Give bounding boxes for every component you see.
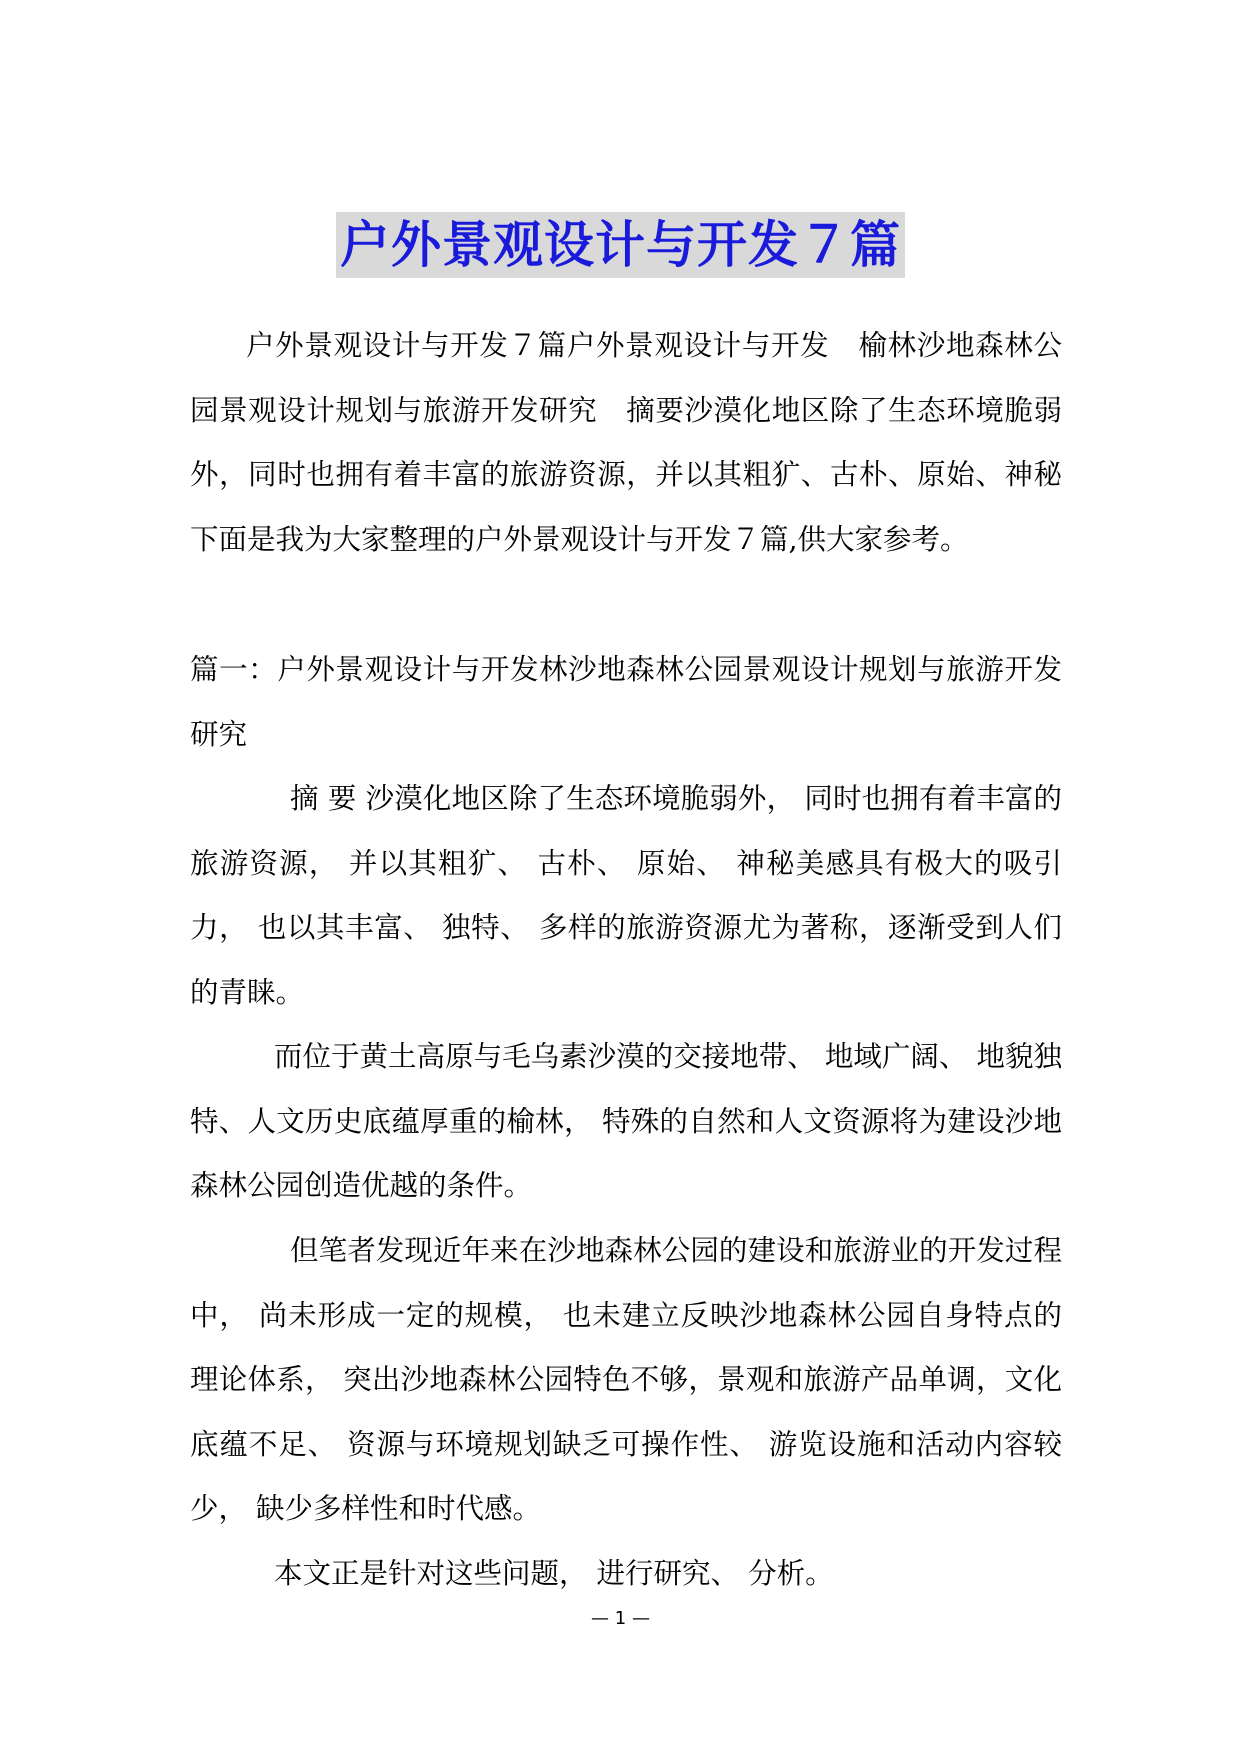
document-title: 户外景观设计与开发７篇 [336, 212, 905, 278]
body-paragraph-purpose: 本文正是针对这些问题， 进行研究、 分析。 [274, 1557, 834, 1590]
section-heading: 篇一：户外景观设计与开发林沙地森林公园景观设计规划与旅游开发研究 [190, 653, 1062, 751]
body-paragraph-problems: 但笔者发现近年来在沙地森林公园的建设和旅游业的开发过程中， 尚未形成一定的规模， 也未建立反映沙地森林公园自身特点的理论体系， 突出沙地森林公园特色不够，景观和旅游产品单调，文化底蕴不足、 资源与环境规划缺乏可操作性、 游览设施和活动内容较少， 缺少多样性和时代感。 [190, 1234, 1062, 1525]
page-number: — 1 — [591, 1608, 650, 1629]
intro-paragraph: 户外景观设计与开发７篇户外景观设计与开发 榆林沙地森林公园景观设计规划与旅游开发研究 摘要沙漠化地区除了生态环境脆弱外，同时也拥有着丰富的旅游资源，并以其粗犷、古朴、原始、神秘下面是我为大家整理的户外景观设计与开发７篇,供大家参考。 [190, 329, 1062, 556]
title-container [0, 212, 1241, 278]
body-paragraph-location: 而位于黄土高原与毛乌素沙漠的交接地带、 地域广阔、 地貌独特、人文历史底蕴厚重的榆林， 特殊的自然和人文资源将为建设沙地森林公园创造优越的条件。 [190, 1040, 1062, 1202]
abstract-paragraph: 摘 要 沙漠化地区除了生态环境脆弱外， 同时也拥有着丰富的旅游资源， 并以其粗犷、 古朴、 原始、 神秘美感具有极大的吸引力， 也以其丰富、 独特、 多样的旅游资源尤为著称，逐渐受到人们的青睐。 [190, 782, 1062, 1009]
